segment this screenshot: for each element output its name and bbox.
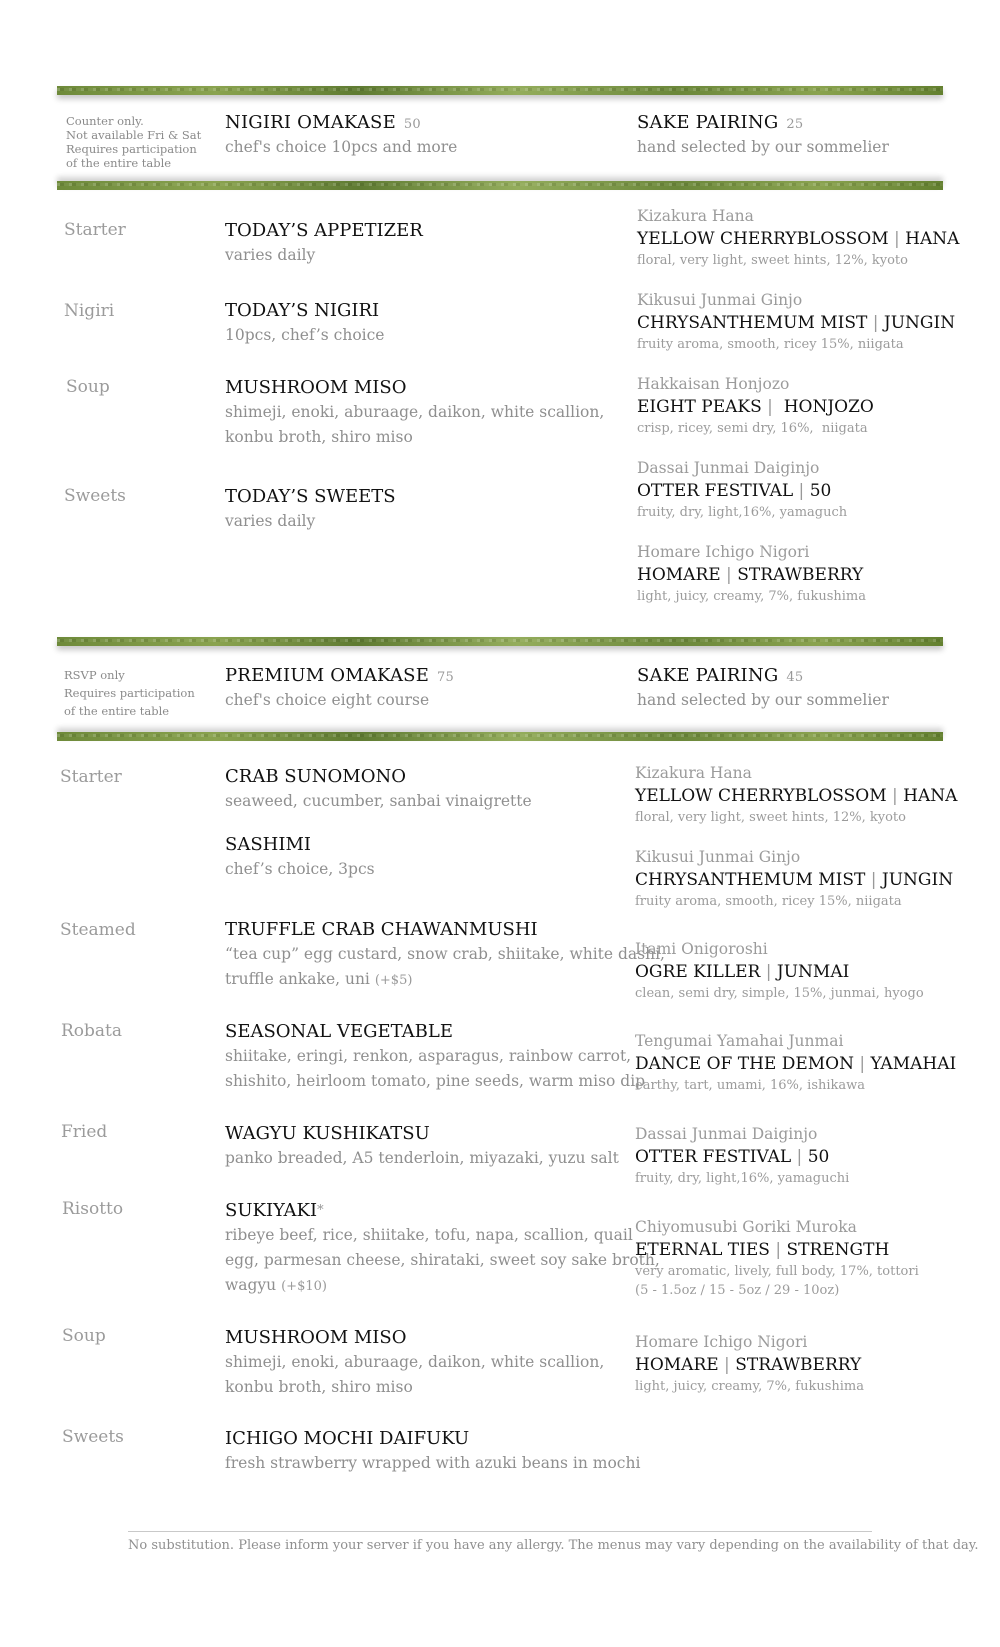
sake-item xyxy=(635,938,924,1003)
sake-title: DANCE OF THE DEMON | YAMAHAI xyxy=(635,1054,957,1074)
menu-item xyxy=(225,376,604,450)
section1-pairing-header xyxy=(637,112,889,160)
dish-name: TRUFFLE CRAB CHAWANMUSHI xyxy=(225,919,538,940)
sake-item xyxy=(637,457,847,522)
pairing-title: SAKE PAIRING xyxy=(637,112,779,133)
dish-desc: panko breaded, A5 tenderloin, miyazaki, yuzu salt xyxy=(225,1149,619,1167)
dish-desc: shimeji, enoki, aburaage, daikon, white scallion, xyxy=(225,403,605,421)
menu-item xyxy=(225,1122,619,1171)
sake-title: HOMARE | STRAWBERRY xyxy=(637,565,864,585)
sake-name: Tengumai Yamahai Junmai xyxy=(635,1032,844,1050)
course-label: Soup xyxy=(66,377,110,397)
course-label: Sweets xyxy=(62,1427,124,1447)
sake-name: Homare Ichigo Nigori xyxy=(635,1333,808,1351)
sake-item xyxy=(635,1331,864,1396)
sake-desc: fruity, dry, light,16%, yamaguchi xyxy=(635,1171,850,1186)
course-label: Starter xyxy=(60,767,122,787)
menu-item xyxy=(225,299,384,348)
footer-divider xyxy=(128,1531,872,1532)
course-label: Fried xyxy=(61,1122,108,1142)
sake-name: Kizakura Hana xyxy=(637,207,754,225)
dish-desc: chef’s choice, 3pcs xyxy=(225,860,375,878)
sake-name: Dassai Junmai Daiginjo xyxy=(637,459,820,477)
course-label: Risotto xyxy=(62,1199,124,1219)
sake-item xyxy=(637,289,955,354)
header-bar-bottom-1 xyxy=(57,181,943,190)
menu-price: 75 xyxy=(437,670,454,685)
note-line: RSVP only xyxy=(64,668,125,682)
menu-price: 50 xyxy=(403,117,421,132)
sake-title: YELLOW CHERRYBLOSSOM | HANA xyxy=(637,229,960,249)
section2-menu-header xyxy=(225,665,454,713)
sake-item xyxy=(635,1216,919,1300)
course-label: Robata xyxy=(61,1021,123,1041)
section2-pairing-header xyxy=(637,665,889,713)
note-line: Requires participation xyxy=(64,686,195,700)
menu-title: NIGIRI OMAKASE xyxy=(225,112,396,133)
sake-name: Kikusui Junmai Ginjo xyxy=(635,848,801,866)
sake-name: Hakkaisan Honjozo xyxy=(637,375,790,393)
sake-name: Kikusui Junmai Ginjo xyxy=(637,291,803,309)
menu-item xyxy=(225,1199,660,1299)
sake-desc-prices: (5 - 1.5oz / 15 - 5oz / 29 - 10oz) xyxy=(635,1283,840,1298)
sake-desc: fruity aroma, smooth, ricey 15%, niigata xyxy=(635,894,902,909)
dish-desc: shiitake, eringi, renkon, asparagus, rainbow carrot, xyxy=(225,1047,632,1065)
sake-desc: light, juicy, creamy, 7%, fukushima xyxy=(635,1379,864,1394)
dish-desc: varies daily xyxy=(225,246,316,264)
dish-desc: truffle ankake, uni (+$5) xyxy=(225,970,413,988)
menu-subtitle: chef's choice 10pcs and more xyxy=(225,138,458,156)
menu-item xyxy=(225,833,375,882)
sake-title: YELLOW CHERRYBLOSSOM | HANA xyxy=(635,786,958,806)
sake-title: OTTER FESTIVAL | 50 xyxy=(637,481,832,501)
note-line: Counter only. xyxy=(66,114,144,128)
sake-item xyxy=(637,373,874,438)
course-label: Sweets xyxy=(64,486,126,506)
dish-extra: (+$5) xyxy=(374,973,413,988)
sake-name: Chiyomusubi Goriki Muroka xyxy=(635,1218,857,1236)
pairing-title: SAKE PAIRING xyxy=(637,665,779,686)
sake-title: OTTER FESTIVAL | 50 xyxy=(635,1147,830,1167)
dish-desc: ribeye beef, rice, shiitake, tofu, napa, scallion, quail xyxy=(225,1226,633,1244)
sake-desc: very aromatic, lively, full body, 17%, tottori xyxy=(635,1264,919,1279)
dish-name: WAGYU KUSHIKATSU xyxy=(225,1123,430,1144)
dish-desc: “tea cup” egg custard, snow crab, shiitake, white dashi, xyxy=(225,945,665,963)
menu-item xyxy=(225,1427,640,1476)
sake-item xyxy=(637,541,866,606)
sake-title: HOMARE | STRAWBERRY xyxy=(635,1355,862,1375)
dish-desc: 10pcs, chef’s choice xyxy=(225,326,385,344)
header-bar-top-2 xyxy=(57,637,943,646)
header-bar-top-1 xyxy=(57,86,943,95)
pairing-price: 45 xyxy=(786,670,804,685)
menu-item xyxy=(225,485,396,534)
menu-item xyxy=(225,918,665,993)
dish-name: SUKIYAKI* xyxy=(225,1200,324,1221)
sake-name: Kizakura Hana xyxy=(635,764,752,782)
menu-subtitle: chef's choice eight course xyxy=(225,691,430,709)
note-line: Not available Fri & Sat xyxy=(66,128,202,142)
dish-desc: fresh strawberry wrapped with azuki beans in mochi xyxy=(225,1454,641,1472)
footer-note: No substitution. Please inform your server if you have any allergy. The menus may vary depending on the availability of that day. xyxy=(128,1538,979,1553)
sake-title: OGRE KILLER | JUNMAI xyxy=(635,962,850,982)
section2-notes xyxy=(64,666,204,720)
sake-name: Homare Ichigo Nigori xyxy=(637,543,810,561)
sake-desc: floral, very light, sweet hints, 12%, kyoto xyxy=(635,810,906,825)
dish-name: ICHIGO MOCHI DAIFUKU xyxy=(225,1428,470,1449)
pairing-subtitle: hand selected by our sommelier xyxy=(637,138,889,156)
dish-desc: konbu broth, shiro miso xyxy=(225,428,413,446)
dish-name: SASHIMI xyxy=(225,834,312,855)
sake-title: EIGHT PEAKS | HONJOZO xyxy=(637,397,874,417)
menu-item xyxy=(225,1020,645,1094)
course-label: Nigiri xyxy=(64,301,115,321)
menu-title: PREMIUM OMAKASE xyxy=(225,665,430,686)
dish-name: CRAB SUNOMONO xyxy=(225,766,406,787)
dish-desc: varies daily xyxy=(225,512,316,530)
dish-desc: shimeji, enoki, aburaage, daikon, white scallion, xyxy=(225,1353,605,1371)
dish-name: TODAY’S APPETIZER xyxy=(225,220,423,241)
pairing-subtitle: hand selected by our sommelier xyxy=(637,691,889,709)
sake-desc: floral, very light, sweet hints, 12%, kyoto xyxy=(637,253,908,268)
menu-item xyxy=(225,219,423,268)
dish-desc: seaweed, cucumber, sanbai vinaigrette xyxy=(225,792,532,810)
menu-item xyxy=(225,765,532,814)
section1-menu-header xyxy=(225,112,457,160)
menu-item xyxy=(225,1326,604,1400)
sake-desc: crisp, ricey, semi dry, 16%, niigata xyxy=(637,421,868,436)
note-line: of the entire table xyxy=(66,156,172,170)
sake-item xyxy=(637,205,959,270)
dish-desc: egg, parmesan cheese, shirataki, sweet soy sake broth, xyxy=(225,1251,660,1269)
sake-name: Itami Onigoroshi xyxy=(635,940,768,958)
dish-desc: konbu broth, shiro miso xyxy=(225,1378,413,1396)
dish-name: MUSHROOM MISO xyxy=(225,377,407,398)
pairing-price: 25 xyxy=(786,117,804,132)
section1-notes xyxy=(66,114,206,170)
note-line: Requires participation xyxy=(66,142,197,156)
sake-desc: light, juicy, creamy, 7%, fukushima xyxy=(637,589,866,604)
sake-desc: earthy, tart, umami, 16%, ishikawa xyxy=(635,1078,866,1093)
course-label: Starter xyxy=(64,220,126,240)
note-line: of the entire table xyxy=(64,704,170,718)
sake-name: Dassai Junmai Daiginjo xyxy=(635,1125,818,1143)
sake-item xyxy=(635,1123,849,1188)
dish-name: MUSHROOM MISO xyxy=(225,1327,407,1348)
dish-name: SEASONAL VEGETABLE xyxy=(225,1021,453,1042)
sake-title: CHRYSANTHEMUM MIST | JUNGIN xyxy=(635,870,954,890)
sake-title: CHRYSANTHEMUM MIST | JUNGIN xyxy=(637,313,956,333)
sake-item xyxy=(635,762,957,827)
sake-title: ETERNAL TIES | STRENGTH xyxy=(635,1240,890,1260)
course-label: Steamed xyxy=(60,920,136,940)
sake-item xyxy=(635,1030,956,1095)
dish-name: TODAY’S SWEETS xyxy=(225,486,396,507)
sake-desc: clean, semi dry, simple, 15%, junmai, hyogo xyxy=(635,986,924,1001)
header-bar-bottom-2 xyxy=(57,732,943,741)
sake-desc: fruity, dry, light,16%, yamaguch xyxy=(637,505,848,520)
dish-desc: shishito, heirloom tomato, pine seeds, warm miso dip xyxy=(225,1072,646,1090)
sake-item xyxy=(635,846,953,911)
course-label: Soup xyxy=(62,1326,106,1346)
dish-extra: (+$10) xyxy=(281,1279,327,1294)
sake-desc: fruity aroma, smooth, ricey 15%, niigata xyxy=(637,337,904,352)
dish-name: TODAY’S NIGIRI xyxy=(225,300,380,321)
dish-desc: wagyu (+$10) xyxy=(225,1276,327,1294)
